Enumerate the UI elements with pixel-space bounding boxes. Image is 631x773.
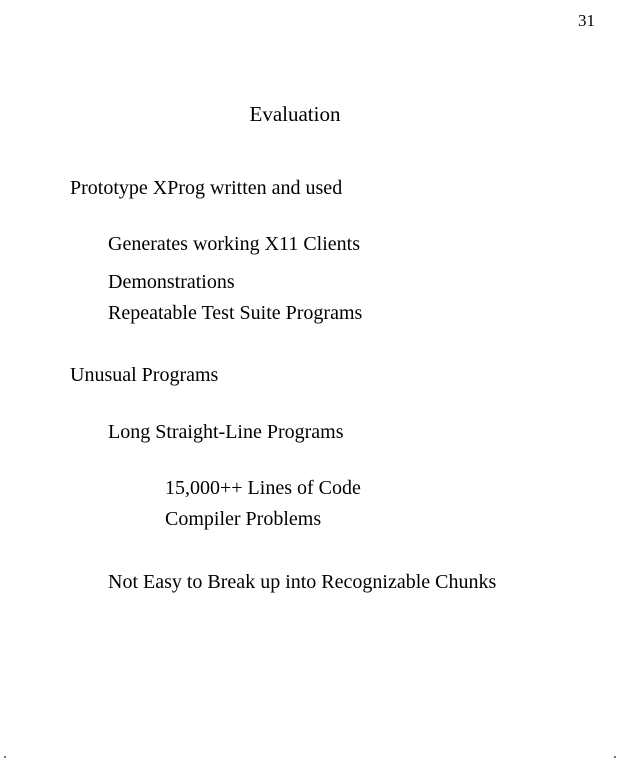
corner-mark-right [614,756,616,758]
page-title: Evaluation [249,102,341,126]
corner-mark-left [4,756,6,758]
bullet-lines-of-code: 15,000++ Lines of Code [165,477,361,499]
subheading-long-straight-line: Long Straight-Line Programs [108,421,344,443]
section-heading-prototype: Prototype XProg written and used [70,177,343,199]
bullet-compiler-problems: Compiler Problems [165,508,322,530]
page-number: 31 [578,11,595,30]
bullet-generates-x11-clients: Generates working X11 Clients [108,233,360,255]
bullet-repeatable-test-suite: Repeatable Test Suite Programs [108,302,363,324]
section-heading-unusual-programs: Unusual Programs [70,364,219,386]
bullet-demonstrations: Demonstrations [108,271,235,293]
subheading-not-easy-to-break: Not Easy to Break up into Recognizable Chunks [108,571,497,593]
